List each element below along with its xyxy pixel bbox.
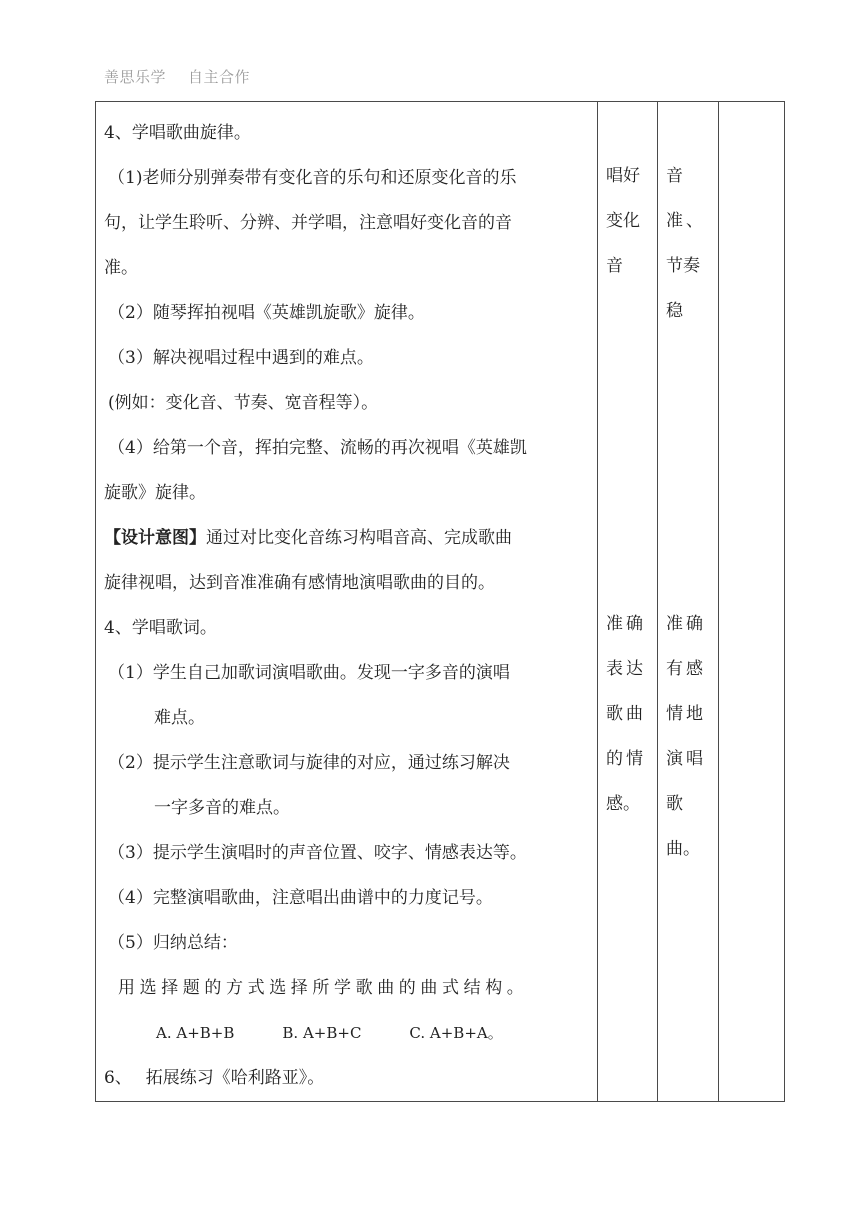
design-intent-text: 通过对比变化音练习构唱音高、完成歌曲 (206, 528, 512, 548)
lesson-table (95, 101, 785, 1102)
answer-options (104, 1011, 589, 1056)
text-line: （1)老师分别弹奏带有变化音的乐句和还原变化音的乐 (108, 168, 517, 188)
evaluation-text: 准确 (666, 614, 706, 634)
text-line: (例如：变化音、节奏、宽音程等）。 (108, 393, 379, 413)
evaluation-text: 曲。 (666, 839, 700, 859)
text-line: （1）学生自己加歌词演唱歌曲。发现一字多音的演唱 (108, 663, 510, 683)
section-heading-extension: 6、 拓展练习《哈利路亚》。 (104, 1068, 325, 1088)
goal-text: 音 (606, 256, 623, 276)
text-line: 用选择题的方式选择所学歌曲的曲式结构。 (118, 978, 529, 998)
goal-text: 变化 (606, 211, 640, 231)
header-motto-left: 善思乐学 (104, 68, 167, 86)
page-header (104, 66, 250, 87)
goal-text: 歌曲 (606, 704, 646, 724)
evaluation-text: 情地 (666, 704, 706, 724)
option-a: A. A+B+B (156, 1024, 235, 1042)
goal-text: 表达 (606, 659, 646, 679)
goal-text: 的情 (606, 749, 646, 769)
text-line: （2）提示学生注意歌词与旋律的对应，通过练习解决 (108, 753, 510, 773)
evaluation-text: 演唱 (666, 749, 706, 769)
evaluation-text: 节奏 (666, 256, 700, 276)
design-intent-line (104, 516, 589, 561)
design-intent-label: 【设计意图】 (104, 528, 206, 548)
text-line: 旋律视唱，达到音准准确有感情地演唱歌曲的目的。 (104, 573, 495, 593)
text-line: 旋歌》旋律。 (104, 483, 206, 503)
goal-text: 感。 (606, 794, 640, 814)
text-line: 难点。 (154, 708, 205, 728)
option-c: C. A+B+A。 (409, 1024, 503, 1042)
evaluation-text: 有感 (666, 659, 706, 679)
text-line: （5）归纳总结： (108, 933, 238, 953)
text-line: （4）给第一个音，挥拍完整、流畅的再次视唱《英雄凯 (108, 438, 527, 458)
text-line: （3）提示学生演唱时的声音位置、咬字、情感表达等。 (108, 843, 527, 863)
evaluation-text: 稳 (666, 301, 683, 321)
evaluation-text: 歌 (666, 794, 683, 814)
table-row (96, 102, 785, 1102)
goal-text: 唱好 (606, 166, 640, 186)
header-motto-right: 自主合作 (188, 68, 251, 86)
evaluation-cell (658, 102, 719, 1102)
evaluation-text: 准、 (666, 211, 706, 231)
text-line: （4）完整演唱歌曲，注意唱出曲谱中的力度记号。 (108, 888, 493, 908)
section-heading-lyrics: 4、学唱歌词。 (104, 618, 217, 638)
evaluation-text: 音 (666, 166, 683, 186)
option-b: B. A+B+C (282, 1024, 362, 1042)
text-line: 一字多音的难点。 (154, 798, 290, 818)
notes-cell (719, 102, 785, 1102)
text-line: 准。 (104, 258, 138, 278)
text-line: （3）解决视唱过程中遇到的难点。 (108, 348, 374, 368)
goal-text: 准确 (606, 614, 646, 634)
activity-cell (96, 102, 598, 1102)
text-line: 句，让学生聆听、分辨、并学唱，注意唱好变化音的音 (104, 213, 512, 233)
text-line: （2）随琴挥拍视唱《英雄凯旋歌》旋律。 (108, 303, 425, 323)
section-heading-melody: 4、学唱歌曲旋律。 (104, 123, 251, 143)
goal-cell (598, 102, 658, 1102)
